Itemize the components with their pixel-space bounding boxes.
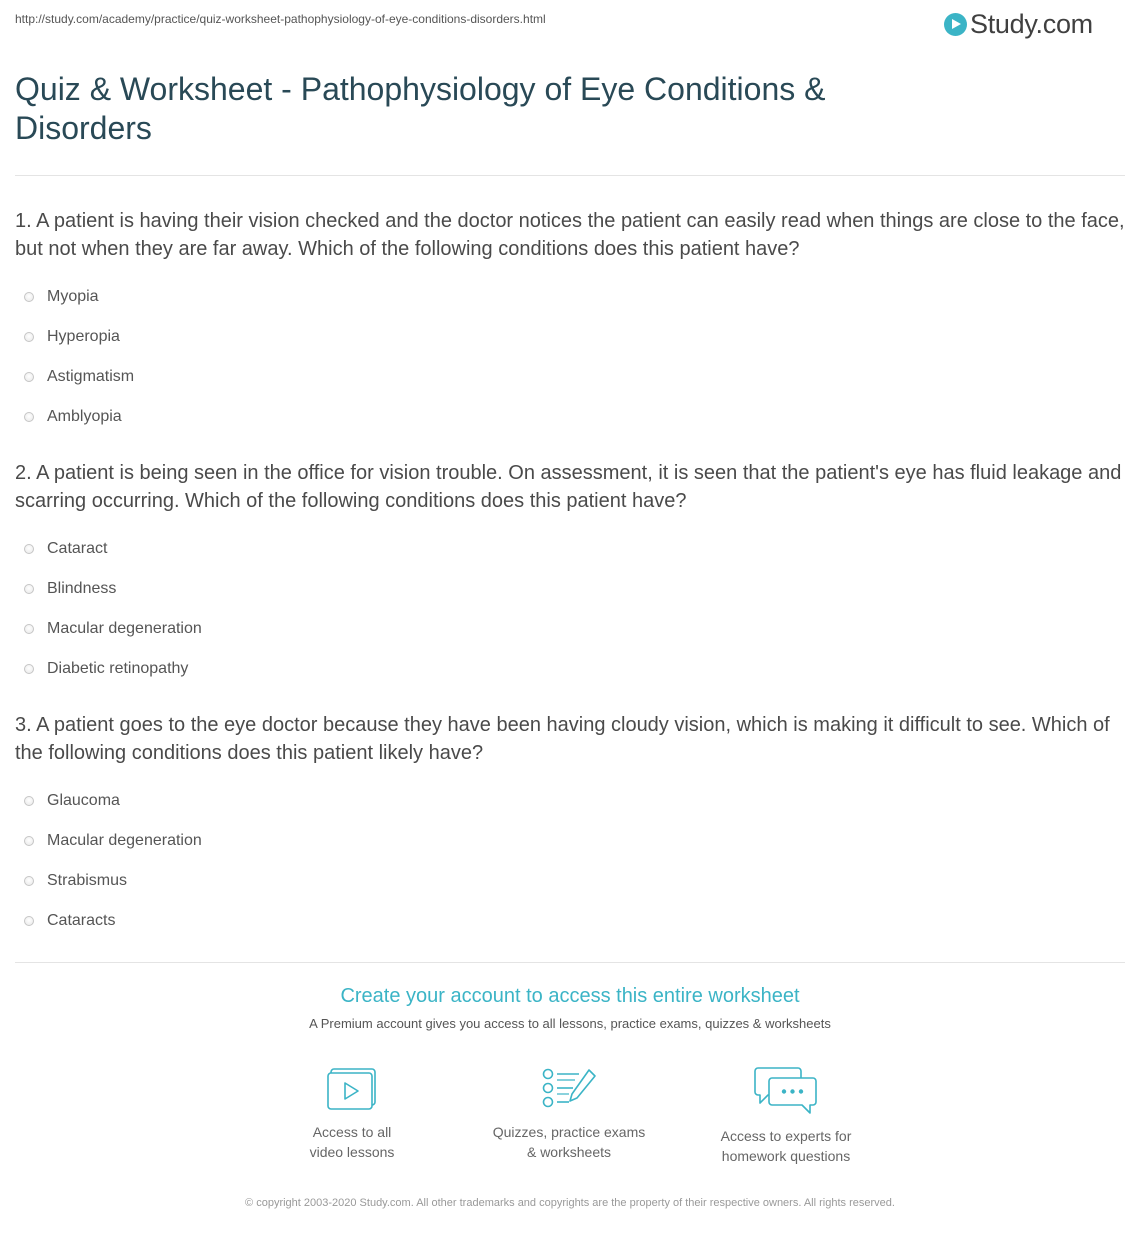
answer-option[interactable] — [15, 569, 1125, 609]
radio-button[interactable] — [24, 876, 34, 886]
radio-button[interactable] — [24, 372, 34, 382]
cta-title[interactable]: Create your account to access this entire worksheet — [340, 985, 800, 1007]
radio-button[interactable] — [24, 916, 34, 926]
answer-options — [15, 277, 1125, 437]
question-text: 3. A patient goes to the eye doctor because they have been having cloudy vision, which is making it difficult to see. Which of the following conditions does this patient likely have? — [15, 714, 1110, 764]
answer-option[interactable] — [15, 901, 1125, 941]
option-label: Strabismus — [47, 872, 128, 889]
answer-option[interactable] — [15, 649, 1125, 689]
question-1 — [15, 207, 1125, 437]
option-label: Hyperopia — [47, 328, 120, 345]
option-label: Macular degeneration — [47, 832, 202, 849]
feature-label: Quizzes, practice exams & worksheets — [492, 1124, 646, 1160]
answer-option[interactable] — [15, 277, 1125, 317]
feature-label: Access to all video lessons — [309, 1124, 395, 1160]
radio-button[interactable] — [24, 292, 34, 302]
radio-button[interactable] — [24, 544, 34, 554]
video-lessons-icon — [326, 1066, 378, 1112]
radio-button[interactable] — [24, 836, 34, 846]
question-3 — [15, 711, 1125, 941]
option-label: Cataracts — [47, 912, 116, 929]
answer-options — [15, 781, 1125, 941]
option-label: Macular degeneration — [47, 620, 202, 637]
answer-option[interactable] — [15, 609, 1125, 649]
option-label: Blindness — [47, 580, 117, 597]
option-label: Astigmatism — [47, 368, 135, 385]
radio-button[interactable] — [24, 624, 34, 634]
copyright-text: © copyright 2003-2020 Study.com. All other trademarks and copyrights are the property of their respective owners. All rights reserved. — [245, 1197, 895, 1209]
page-title: Quiz & Worksheet - Pathophysiology of Eye Conditions & Disorders — [15, 71, 826, 146]
divider — [15, 962, 1125, 963]
radio-button[interactable] — [24, 584, 34, 594]
study-logo[interactable] — [944, 8, 1093, 40]
option-label: Cataract — [47, 540, 108, 557]
answer-option[interactable] — [15, 529, 1125, 569]
radio-button[interactable] — [24, 412, 34, 422]
logo-text: Study.com — [970, 9, 1093, 39]
answer-option[interactable] — [15, 861, 1125, 901]
feature-quizzes — [479, 1066, 659, 1162]
cta-subtitle: A Premium account gives you access to all lessons, practice exams, quizzes & worksheets — [309, 1016, 831, 1031]
option-label: Glaucoma — [47, 792, 120, 809]
answer-option[interactable] — [15, 821, 1125, 861]
answer-option[interactable] — [15, 781, 1125, 821]
answer-option[interactable] — [15, 357, 1125, 397]
option-label: Amblyopia — [47, 408, 122, 425]
radio-button[interactable] — [24, 332, 34, 342]
feature-experts — [696, 1066, 876, 1166]
option-label: Myopia — [47, 288, 99, 305]
question-2 — [15, 459, 1125, 689]
play-circle-icon — [944, 13, 967, 36]
option-label: Diabetic retinopathy — [47, 660, 189, 677]
divider — [15, 175, 1125, 176]
radio-button[interactable] — [24, 664, 34, 674]
chat-bubbles-icon — [754, 1066, 818, 1116]
feature-video-lessons — [262, 1066, 442, 1162]
answer-option[interactable] — [15, 317, 1125, 357]
quiz-checklist-icon — [541, 1066, 597, 1112]
answer-option[interactable] — [15, 397, 1125, 437]
feature-label: Access to experts for homework questions — [720, 1128, 852, 1164]
question-text: 2. A patient is being seen in the office for vision trouble. On assessment, it is seen that the patient's eye has fluid leakage and scarring occurring. Which of the following conditions does this patient have? — [15, 462, 1122, 512]
answer-options — [15, 529, 1125, 689]
question-text: 1. A patient is having their vision checked and the doctor notices the patient can easily read when things are close to the face, but not when they are far away. Which of the following conditions does this patient have? — [15, 210, 1125, 260]
page-url: http://study.com/academy/practice/quiz-worksheet-pathophysiology-of-eye-conditions-disorders.html — [15, 12, 546, 26]
radio-button[interactable] — [24, 796, 34, 806]
